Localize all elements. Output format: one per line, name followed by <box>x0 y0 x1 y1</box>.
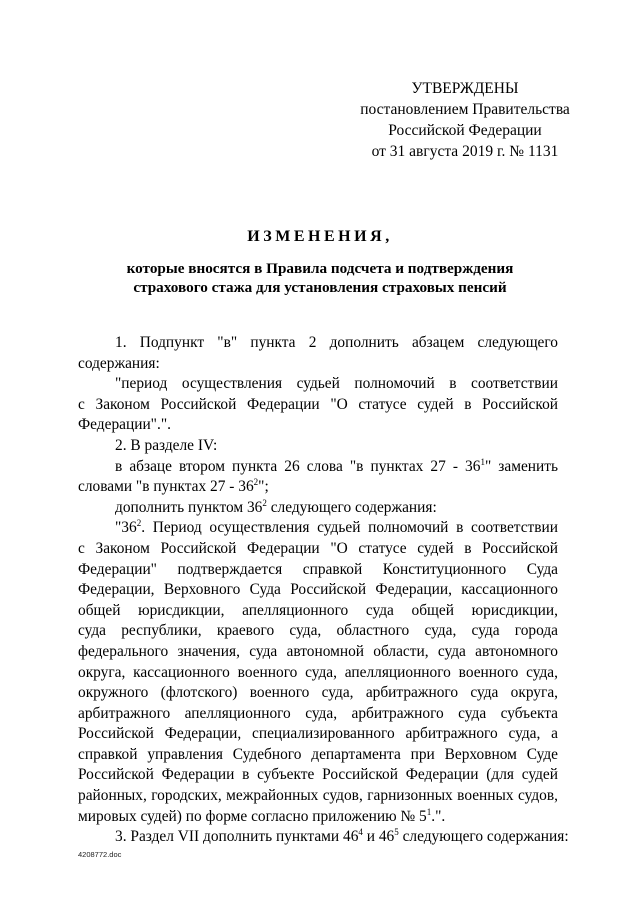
quote-line: с Законом Российской Федерации "О статусе судей в Российской <box>78 395 558 413</box>
paragraph-line <box>78 477 558 498</box>
quote-line <box>78 807 558 828</box>
superscript: 1 <box>480 456 485 467</box>
quote-line: Российской Федерации в субъекте Российской Федерации (для судей <box>78 766 558 784</box>
text-run: .". <box>431 807 446 825</box>
text-run: . Период осуществления судьей полномочий в соответствии <box>141 519 558 537</box>
quote-line: федерального значения, суда автономной области, суда автономного <box>78 642 558 660</box>
quote-line <box>78 518 558 539</box>
superscript: 2 <box>253 477 259 488</box>
item-2-line: 2. В разделе IV: <box>115 436 218 454</box>
text-run: 3. Раздел VII дополнить пунктами 46 <box>115 828 359 846</box>
quote-line: округа, кассационного военного суда, апелляционного военного суда, <box>78 663 558 681</box>
text-run: словами "в пунктах 27 - 36 <box>78 478 254 496</box>
superscript: 2 <box>262 497 267 508</box>
text-run: в абзаце втором пункта 26 слова "в пунктах 27 - 36 <box>115 457 481 475</box>
quote-line: справкой управления Судебного департамента при Верховном Суде <box>78 745 558 763</box>
approval-date-number: от 31 августа 2019 г. № 1131 <box>371 143 559 160</box>
item-3-line <box>78 827 569 848</box>
document-body <box>78 333 569 848</box>
approval-block <box>340 78 590 162</box>
text-run: следующего содержания: <box>398 828 569 846</box>
text-run: "36 <box>115 519 137 537</box>
text-run: "; <box>258 478 269 496</box>
item-1-line: 1. Подпункт "в" пункта 2 дополнить абзацем следующего <box>115 334 558 351</box>
approval-authority: Российской Федерации <box>388 122 542 139</box>
file-reference: 4208772.doc <box>78 850 122 859</box>
superscript: 2 <box>136 518 142 529</box>
quote-line: Российской Федерации, специализированного арбитражного суда, а <box>78 725 558 743</box>
subtitle-line: страхового стажа для установления страховых пенсий <box>133 279 507 296</box>
quote-line: Федерации, Верховного Суда Российской Федерации, кассационного <box>78 581 558 599</box>
quote-line: общей юрисдикции, апелляционного суда общей юрисдикции, <box>78 601 558 619</box>
text-run: " заменить <box>484 457 558 475</box>
quote-line: окружного (флотского) военного суда, арбитражного суда округа, <box>78 684 558 702</box>
quote-line: арбитражного апелляционного суда, арбитражного суда субъекта <box>78 704 558 722</box>
paragraph-line <box>78 498 558 519</box>
superscript: 4 <box>358 827 363 838</box>
approval-heading: УТВЕРЖДЕНЫ <box>411 80 519 97</box>
superscript: 1 <box>426 806 432 817</box>
document-subtitle <box>60 259 580 297</box>
superscript: 5 <box>394 827 399 838</box>
document-title: ИЗМЕНЕНИЯ, <box>247 228 393 245</box>
quote-line: районных, городских, межрайонных судов, гарнизонных военных судов, <box>78 787 558 805</box>
item-1-line: содержания: <box>78 354 160 372</box>
quote-line: "период осуществления судьей полномочий в соответствии <box>115 375 558 393</box>
approval-resolution: постановлением Правительства <box>360 101 570 118</box>
paragraph-line <box>78 457 558 478</box>
text-run: следующего содержания: <box>266 498 437 516</box>
quote-line: Федерации".". <box>78 416 171 434</box>
text-run: дополнить пунктом 36 <box>115 498 263 516</box>
subtitle-line: которые вносятся в Правила подсчета и подтверждения <box>126 260 514 277</box>
quote-line: Федерации" подтверждается справкой Конституционного Суда <box>78 560 558 578</box>
quote-line: с Законом Российской Федерации "О статусе судей в Российской <box>78 539 558 557</box>
text-run: и 46 <box>362 828 395 846</box>
quote-line: суда республики, краевого суда, областного суда, суда города <box>78 622 558 640</box>
text-run: мировых судей) по форме согласно приложению № 5 <box>78 807 427 825</box>
